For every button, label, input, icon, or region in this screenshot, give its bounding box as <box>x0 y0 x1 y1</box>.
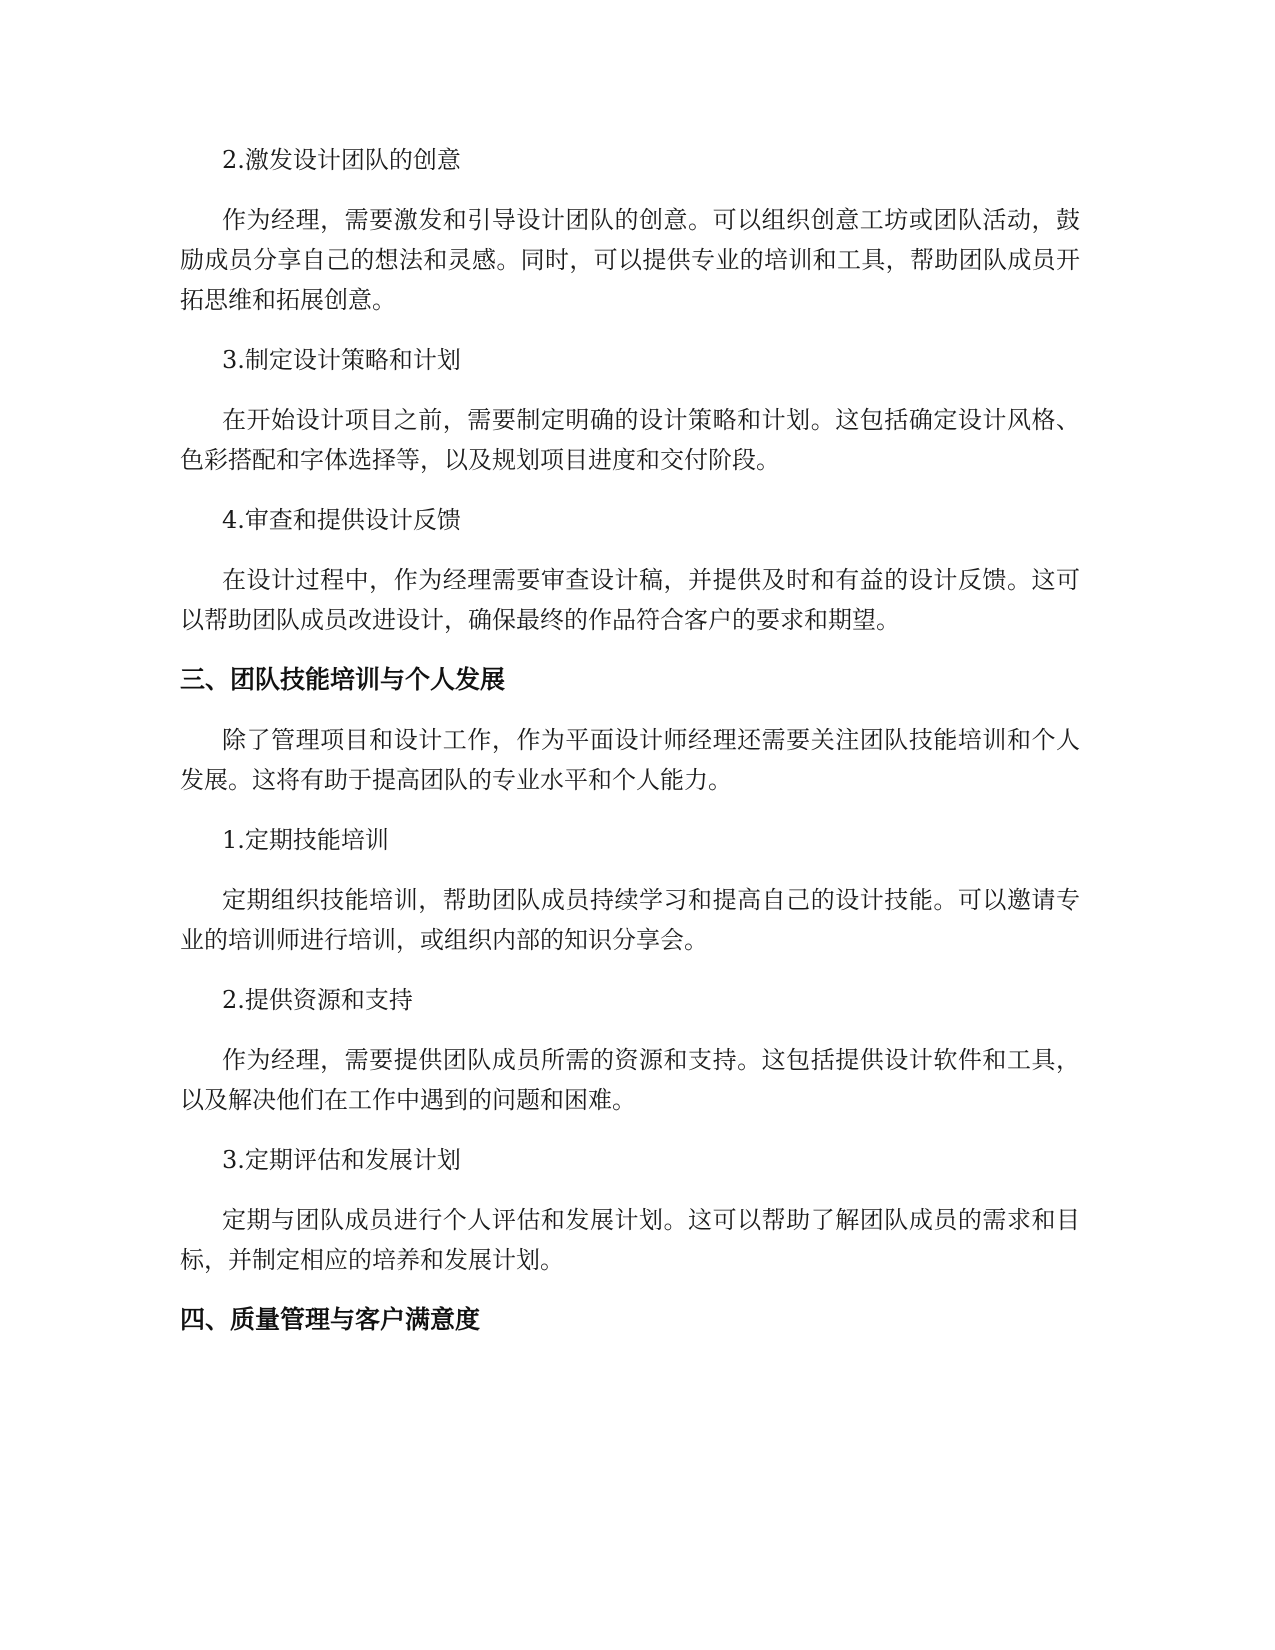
subheading-design-strategy: 3.制定设计策略和计划 <box>222 346 461 374</box>
subheading-inspire-creativity: 2.激发设计团队的创意 <box>222 146 461 174</box>
paragraph-evaluation-plan: 定期与团队成员进行个人评估和发展计划。这可以帮助了解团队成员的需求和目标，并制定相应的培养和发展计划。 <box>180 1206 1080 1274</box>
document-body <box>180 140 1080 1360</box>
paragraph-team-training-intro: 除了管理项目和设计工作，作为平面设计师经理还需要关注团队技能培训和个人发展。这将有助于提高团队的专业水平和个人能力。 <box>180 726 1080 794</box>
paragraph-design-feedback: 在设计过程中，作为经理需要审查设计稿，并提供及时和有益的设计反馈。这可以帮助团队成员改进设计，确保最终的作品符合客户的要求和期望。 <box>180 566 1080 634</box>
section-heading-quality-management: 四、质量管理与客户满意度 <box>180 1305 481 1334</box>
paragraph-regular-training: 定期组织技能培训，帮助团队成员持续学习和提高自己的设计技能。可以邀请专业的培训师进行培训，或组织内部的知识分享会。 <box>180 886 1080 954</box>
subheading-evaluation-plan: 3.定期评估和发展计划 <box>222 1146 461 1174</box>
subheading-design-feedback: 4.审查和提供设计反馈 <box>222 506 461 534</box>
subheading-regular-training: 1.定期技能培训 <box>222 826 389 854</box>
paragraph-inspire-creativity: 作为经理，需要激发和引导设计团队的创意。可以组织创意工坊或团队活动，鼓励成员分享自己的想法和灵感。同时，可以提供专业的培训和工具，帮助团队成员开拓思维和拓展创意。 <box>180 206 1080 314</box>
paragraph-resources-support: 作为经理，需要提供团队成员所需的资源和支持。这包括提供设计软件和工具，以及解决他们在工作中遇到的问题和困难。 <box>180 1046 1080 1114</box>
section-heading-team-training: 三、团队技能培训与个人发展 <box>180 665 506 694</box>
paragraph-design-strategy: 在开始设计项目之前，需要制定明确的设计策略和计划。这包括确定设计风格、色彩搭配和字体选择等，以及规划项目进度和交付阶段。 <box>180 406 1080 474</box>
subheading-resources-support: 2.提供资源和支持 <box>222 986 413 1014</box>
